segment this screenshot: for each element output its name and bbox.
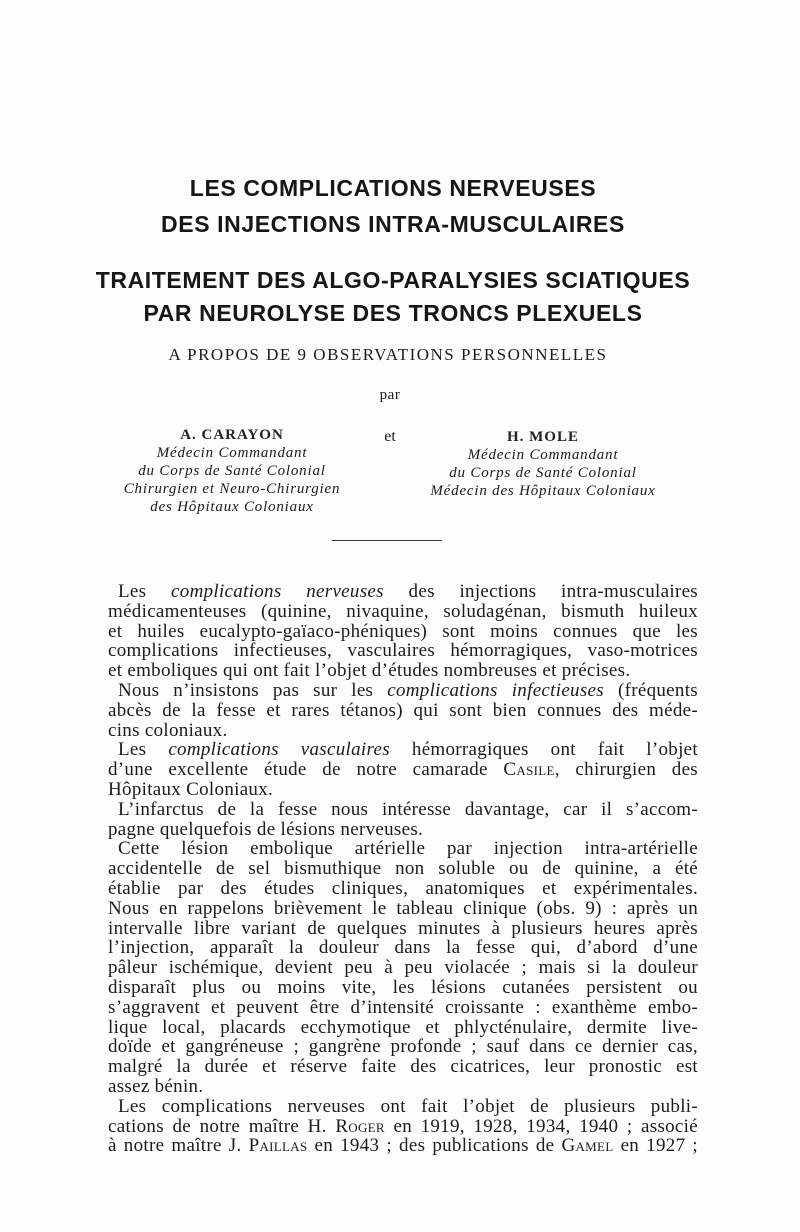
text-run: à notre maître J. <box>108 1136 249 1157</box>
body-line <box>108 760 698 780</box>
text-run: (fréquents <box>603 680 698 701</box>
body-line <box>108 701 698 721</box>
body-line <box>108 622 698 642</box>
text-run: disparaît plus ou moins vite, les lésions cutanées persistent ou <box>108 977 698 998</box>
text-run: et emboliques qui ont fait l’objet d’études nombreuses et précises. <box>108 661 631 681</box>
body-line <box>108 641 698 661</box>
author-name: H. MOLE <box>506 429 579 445</box>
italic-term: complications infectieuses <box>387 680 604 701</box>
italic-term: complications nerveuses <box>171 582 384 602</box>
section-divider <box>332 540 442 541</box>
text-run: complications infectieuses, vasculaires hémorragiques, vaso-motrices <box>108 641 698 662</box>
body-line <box>108 899 698 919</box>
body-line <box>108 681 698 701</box>
body-line <box>108 978 698 998</box>
text-run: doïde et gangréneuse ; gangrène profonde ; sauf dans ce dernier cas, <box>108 1037 698 1058</box>
text-run: assez bénin. <box>108 1076 204 1097</box>
body-line <box>108 839 698 859</box>
body-line <box>108 820 698 840</box>
paragraph <box>108 582 698 681</box>
author-affiliation: Médecin Commandant <box>156 445 308 461</box>
body-line <box>108 938 698 958</box>
small-caps-name: Gamel <box>561 1136 614 1157</box>
text-run: L’infarctus de la fesse nous intéresse davantage, car il s’accom- <box>118 799 698 820</box>
body-line <box>108 721 698 741</box>
title-line-1: LES COMPLICATIONS NERVEUSES <box>189 175 597 201</box>
text-run: Les <box>118 582 172 602</box>
paragraph <box>108 1097 698 1156</box>
text-run: d’une excellente étude de notre camarade <box>108 760 504 780</box>
body-text <box>108 582 698 1156</box>
body-line <box>108 1057 698 1077</box>
body-line <box>108 800 698 820</box>
text-run: pâleur ischémique, devient peu à peu violacée ; mais si la douleur <box>108 958 698 978</box>
body-line <box>108 1117 698 1137</box>
body-line <box>108 780 698 800</box>
text-run: s’aggravent et peuvent être d’intensité croissante : exanthème embo- <box>108 997 698 1018</box>
text-run: accidentelle de sel bismuthique non soluble ou de quinine, a été <box>108 859 698 879</box>
body-line <box>108 661 698 681</box>
text-run: en 1919, 1928, 1934, 1940 ; associé <box>384 1116 698 1137</box>
body-line <box>108 602 698 622</box>
text-run: malgré la durée et réserve faite des cicatrices, leur pronostic est <box>108 1057 698 1077</box>
text-run: et huiles eucalypto-gaïaco-phéniques) sont moins connues que les <box>108 621 698 642</box>
author-name: A. CARAYON <box>180 427 284 443</box>
author-block-mole <box>403 428 683 500</box>
body-line <box>108 740 698 760</box>
text-run: hémorragiques ont fait l’objet <box>389 740 698 761</box>
text-run: Cette lésion embolique artérielle par injection intra-artérielle <box>118 839 698 860</box>
small-caps-name: Roger <box>335 1116 385 1137</box>
title-line-2: DES INJECTIONS INTRA-MUSCULAIRES <box>161 211 625 237</box>
text-run: Hôpitaux Coloniaux. <box>108 779 274 800</box>
paragraph <box>108 839 698 1096</box>
body-line <box>108 919 698 939</box>
text-run: des injections intra-musculaires <box>383 582 698 602</box>
text-run: établie par des études cliniques, anatomiques et expérimentales. <box>108 878 698 899</box>
author-affiliation: Médecin des Hôpitaux Coloniaux <box>430 483 656 499</box>
text-run: en 1927 ; <box>613 1136 698 1157</box>
body-line <box>108 998 698 1018</box>
text-run: abcès de la fesse et rares tétanos) qui sont bien connues des méde- <box>108 700 698 721</box>
text-run: Nous en rappelons brièvement le tableau clinique (obs. 9) : après un <box>108 898 698 919</box>
author-conjunction: et <box>384 428 396 445</box>
italic-term: complications vasculaires <box>168 740 390 761</box>
paragraph <box>108 681 698 740</box>
text-run: en 1943 ; des publications de <box>307 1136 562 1157</box>
text-run: lique local, placards ecchymotique et phlycténulaire, dermite live- <box>108 1017 698 1038</box>
body-line <box>108 1077 698 1097</box>
body-line <box>108 1018 698 1038</box>
body-line <box>108 582 698 602</box>
author-block-carayon <box>102 426 362 516</box>
text-run: Les complications nerveuses ont fait l’objet de plusieurs publi- <box>118 1096 698 1117</box>
paragraph <box>108 740 698 799</box>
text-run: pagne quelquefois de lésions nerveuses. <box>108 819 424 840</box>
body-line <box>108 1097 698 1117</box>
subtitle-line-1: TRAITEMENT DES ALGO-PARALYSIES SCIATIQUES <box>95 267 691 293</box>
author-affiliation: du Corps de Santé Colonial <box>449 465 637 481</box>
small-caps-name: Casile <box>503 760 555 780</box>
text-run: , chirurgien des <box>554 760 698 780</box>
body-line <box>108 859 698 879</box>
observations-subtitle: A PROPOS DE 9 OBSERVATIONS PERSONNELLES <box>168 345 608 364</box>
text-run: Les <box>118 740 169 761</box>
text-run: Nous n’insistons pas sur les <box>118 680 388 701</box>
subtitle-line-2: PAR NEUROLYSE DES TRONCS PLEXUELS <box>143 300 643 326</box>
author-affiliation: Médecin Commandant <box>467 447 619 463</box>
author-affiliation: Chirurgien et Neuro-Chirurgien <box>123 481 341 497</box>
text-run: intervalle libre variant de quelques minutes à plusieurs heures après <box>108 918 698 939</box>
text-run: médicamenteuses (quinine, nivaquine, soludagénan, bismuth huileux <box>108 601 698 622</box>
author-affiliation: des Hôpitaux Coloniaux <box>150 499 314 515</box>
paragraph <box>108 800 698 840</box>
body-line <box>108 1037 698 1057</box>
body-line <box>108 1136 698 1156</box>
text-run: cations de notre maître H. <box>108 1116 336 1137</box>
body-line <box>108 958 698 978</box>
byline: par <box>379 387 401 403</box>
text-run: cins coloniaux. <box>108 720 228 741</box>
text-run: l’injection, apparaît la douleur dans la fesse qui, d’abord d’une <box>108 938 698 959</box>
body-line <box>108 879 698 899</box>
author-affiliation: du Corps de Santé Colonial <box>138 463 326 479</box>
small-caps-name: Paillas <box>248 1136 308 1157</box>
